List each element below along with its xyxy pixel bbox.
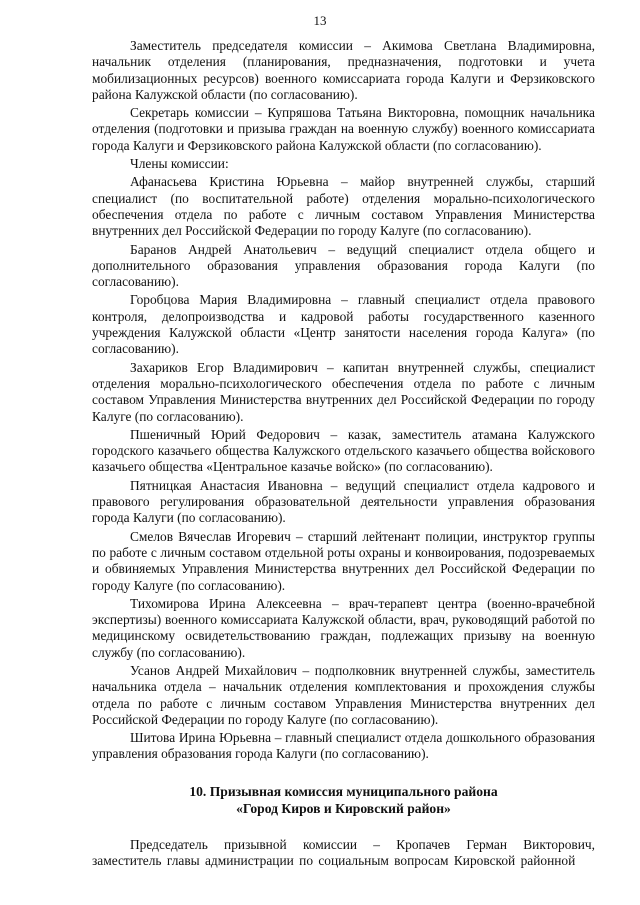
member-paragraph: Шитова Ирина Юрьевна – главный специалист отдела дошкольного образования управления образования города Калуги (по согласованию). — [92, 730, 595, 762]
deputy-chair-paragraph: Заместитель председателя комиссии – Акимова Светлана Владимировна, начальник отделения (планирования, предназначения, подготовки и учета мобилизационных ресурсов) военного комиссариата города Калуги и Ферзиковского района Калужской области (по согласованию). — [92, 38, 595, 102]
member-paragraph: Тихомирова Ирина Алексеевна – врач-терапевт центра (военно-врачебной экспертизы) военного комиссариата Калужской области, врач, руководящий работой по медицинскому освидетельствованию граждан, подлежащих призыву на военную службу (по согласованию). — [92, 595, 595, 660]
member-paragraph: Баранов Андрей Анатольевич – ведущий специалист отдела общего и дополнительного образования управления образования города Калуги (по согласованию). — [92, 241, 595, 290]
page-number: 13 — [313, 13, 327, 28]
section-heading-line-2: «Город Киров и Кировский район» — [236, 800, 451, 816]
member-paragraph: Горобцова Мария Владимировна – главный специалист отдела правового контроля, делопроизводства и кадровой работы государственного казенного учреждения Калужской области «Центр занятости населения города Калуга» (по согласованию). — [92, 292, 595, 357]
secretary-paragraph: Секретарь комиссии – Купряшова Татьяна Викторовна, помощник начальника отделения (подготовки и призыва граждан на военную службу) военного комиссариата города Калуги и Ферзиковского района Калужской области (по согласованию). — [92, 105, 595, 153]
member-paragraph: Захариков Егор Владимирович – капитан внутренней службы, специалист отделения морально-психологического обеспечения отдела по работе с личным составом Управления Министерства внутренних дел Российской Федерации по городу Калуге (по согласованию). — [92, 359, 595, 424]
section-heading — [92, 783, 595, 817]
section-heading-line-1: 10. Призывная комиссия муниципального района — [189, 783, 498, 799]
member-paragraph: Усанов Андрей Михайлович – подполковник внутренней службы, заместитель начальника отдела – начальник отделения комплектования и прохождения службы отдела по работе с личным составом Управления Министерства внутренних дел Российской Федерации по городу Калуге (по согласованию). — [92, 662, 595, 727]
members-label: Члены комиссии: — [130, 156, 229, 172]
member-paragraph: Пшеничный Юрий Федорович – казак, заместитель атамана Калужского городского казачьего общества Калужского отдельского казачьего общества войскового казачьего общества «Центральное казачье войско» (по согласованию). — [92, 426, 595, 475]
member-paragraph: Пятницкая Анастасия Ивановна – ведущий специалист отдела кадрового и правового регулирования образовательной деятельности управления образования города Калуги (по согласованию). — [92, 477, 595, 526]
member-paragraph: Афанасьева Кристина Юрьевна – майор внутренней службы, старший специалист (по воспитательной работе) отделения морально-психологического обеспечения отдела по работе с личным составом Управления Министерства внутренних дел Российской Федерации по городу Калуге (по согласованию). — [92, 174, 595, 239]
chair-paragraph: Председатель призывной комиссии – Кропачев Герман Викторович, заместитель главы администрации по социальным вопросам Кировской районной — [92, 836, 595, 869]
member-paragraph: Смелов Вячеслав Игоревич – старший лейтенант полиции, инструктор группы по работе с личным составом отдельной роты охраны и конвоирования, подозреваемых и обвиняемых Управления Министерства внутренних дел Российской Федерации по городу Калуге (по согласованию). — [92, 528, 595, 593]
document-body — [92, 38, 595, 871]
